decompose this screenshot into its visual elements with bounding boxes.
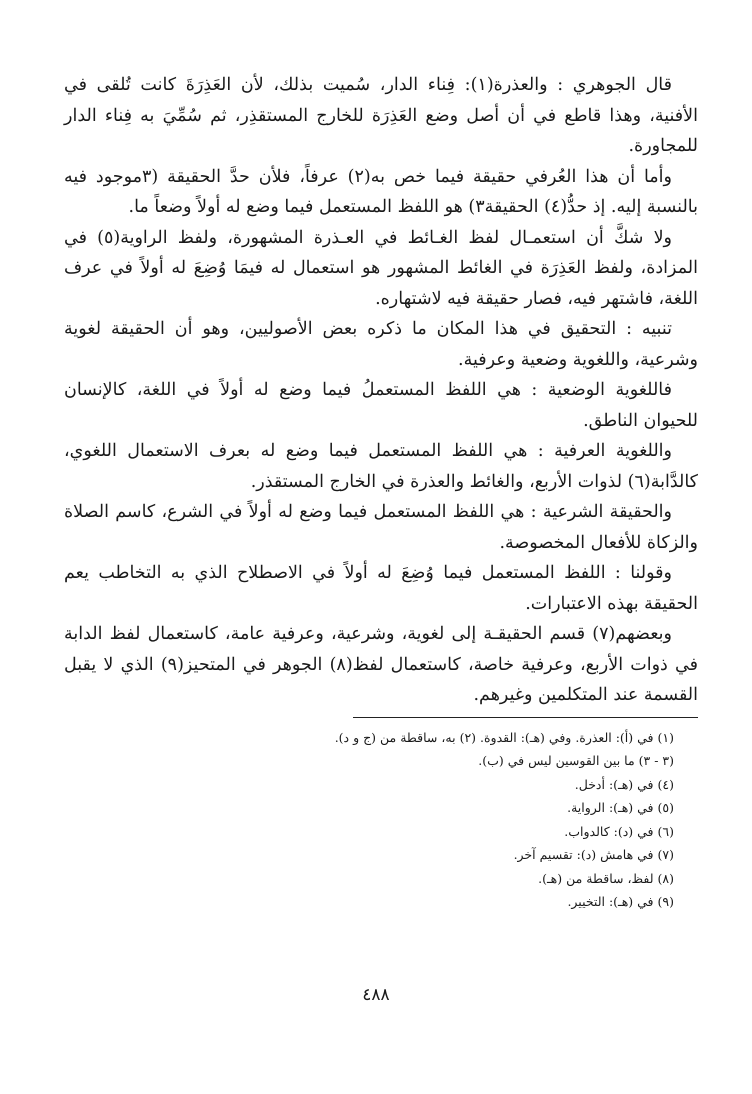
page-number: ٤٨٨ <box>362 985 390 1005</box>
footnote-8: (٨) لفظ، ساقطة من (هـ). <box>538 870 674 886</box>
footnote-5: (٥) في (هـ): الرواية. <box>567 800 674 815</box>
paragraph-4: تنبيه : التحقيق في هذا المكان ما ذكره بعض الأصوليين، وهو أن الحقيقة لغوية وشرعية، واللغوية وضعية وعرفية. <box>64 319 698 370</box>
footnote-9: (٩) في (هـ): التخيير. <box>567 894 674 909</box>
footnote-3: (٣ - ٣) ما بين القوسين ليس في (ب). <box>478 753 674 768</box>
paragraph-7: والحقيقة الشرعية : هي اللفظ المستعمل فيما وضع له أولاً في الشرع، كاسم الصلاة والزكاة للأفعال المخصوصة. <box>64 502 698 553</box>
footnote-separator <box>353 717 698 718</box>
paragraph-1: قال الجوهري : والعذرة(١): فِناء الدار، سُميت بذلك، لأن العَذِرَةَ كانت تُلقى في الأفنية، وهذا قاطع في أن أصل وضع العَذِرَة للخارج المستقذِر، ثم سُمِّيَ به فِناء الدار للمجاورة. <box>64 75 698 156</box>
footnote-7: (٧) في هامش (د): تقسيم آخر. <box>513 847 674 862</box>
paragraph-5: فاللغوية الوضعية : هي اللفظ المستعملُ فيما وضع له أولاً في اللغة، كالإنسان للحيوان الناطق. <box>64 380 698 431</box>
paragraph-9: وبعضهم(٧) قسم الحقيقـة إلى لغوية، وشرعية، وعرفية عامة، كاستعمال لفظ الدابة في ذوات الأربع، وعرفية خاصة، كاستعمال لفظ(٨) الجوهر في المتحيز(٩) الذي لا يقبل القسمة عند المتكلمين وغيرهم. <box>64 624 698 705</box>
footnote-4: (٤) في (هـ): أدخل. <box>574 776 674 792</box>
paragraph-2: وأما أن هذا العُرفي حقيقة فيما خص به(٢) عرفاً، فلأن حدَّ الحقيقة (٣موجود فيه بالنسبة إليه. إذ حدُّ(٤) الحقيقة٣) هو اللفظ المستعمل فيما وضع له أولاً وضعاً ما. <box>64 166 698 217</box>
paragraph-6: واللغوية العرفية : هي اللفظ المستعمل فيما وضع له بعرف الاستعمال اللغوي، كالدَّابة(٦) لذوات الأربع، والغائط والعذرة في الخارج المستقذر. <box>64 441 698 492</box>
footnotes <box>64 726 698 914</box>
paragraph-3: ولا شكَّ أن استعمـال لفظ الغـائط في العـذرة المشهورة، ولفظ الراوية(٥) في المزادة، ولفظ العَذِرَة في الغائط المشهور هو استعمال له فيمَا وُضِعَ له أولاً في عرف اللغة، فاشتهر فيه، فصار حقيقة فيه لاشتهاره. <box>64 227 698 309</box>
paragraph-8: وقولنا : اللفظ المستعمل فيما وُضِعَ له أولاً في الاصطلاح الذي به التخاطب يعم الحقيقة بهذه الاعتبارات. <box>64 563 698 614</box>
footnote-1-2: (١) في (أ): العذرة. وفي (هـ): القدوة. (٢) به، ساقطة من (ج و د). <box>334 729 674 745</box>
footnote-6: (٦) في (د): كالدواب. <box>564 823 674 839</box>
page-body <box>64 70 698 914</box>
